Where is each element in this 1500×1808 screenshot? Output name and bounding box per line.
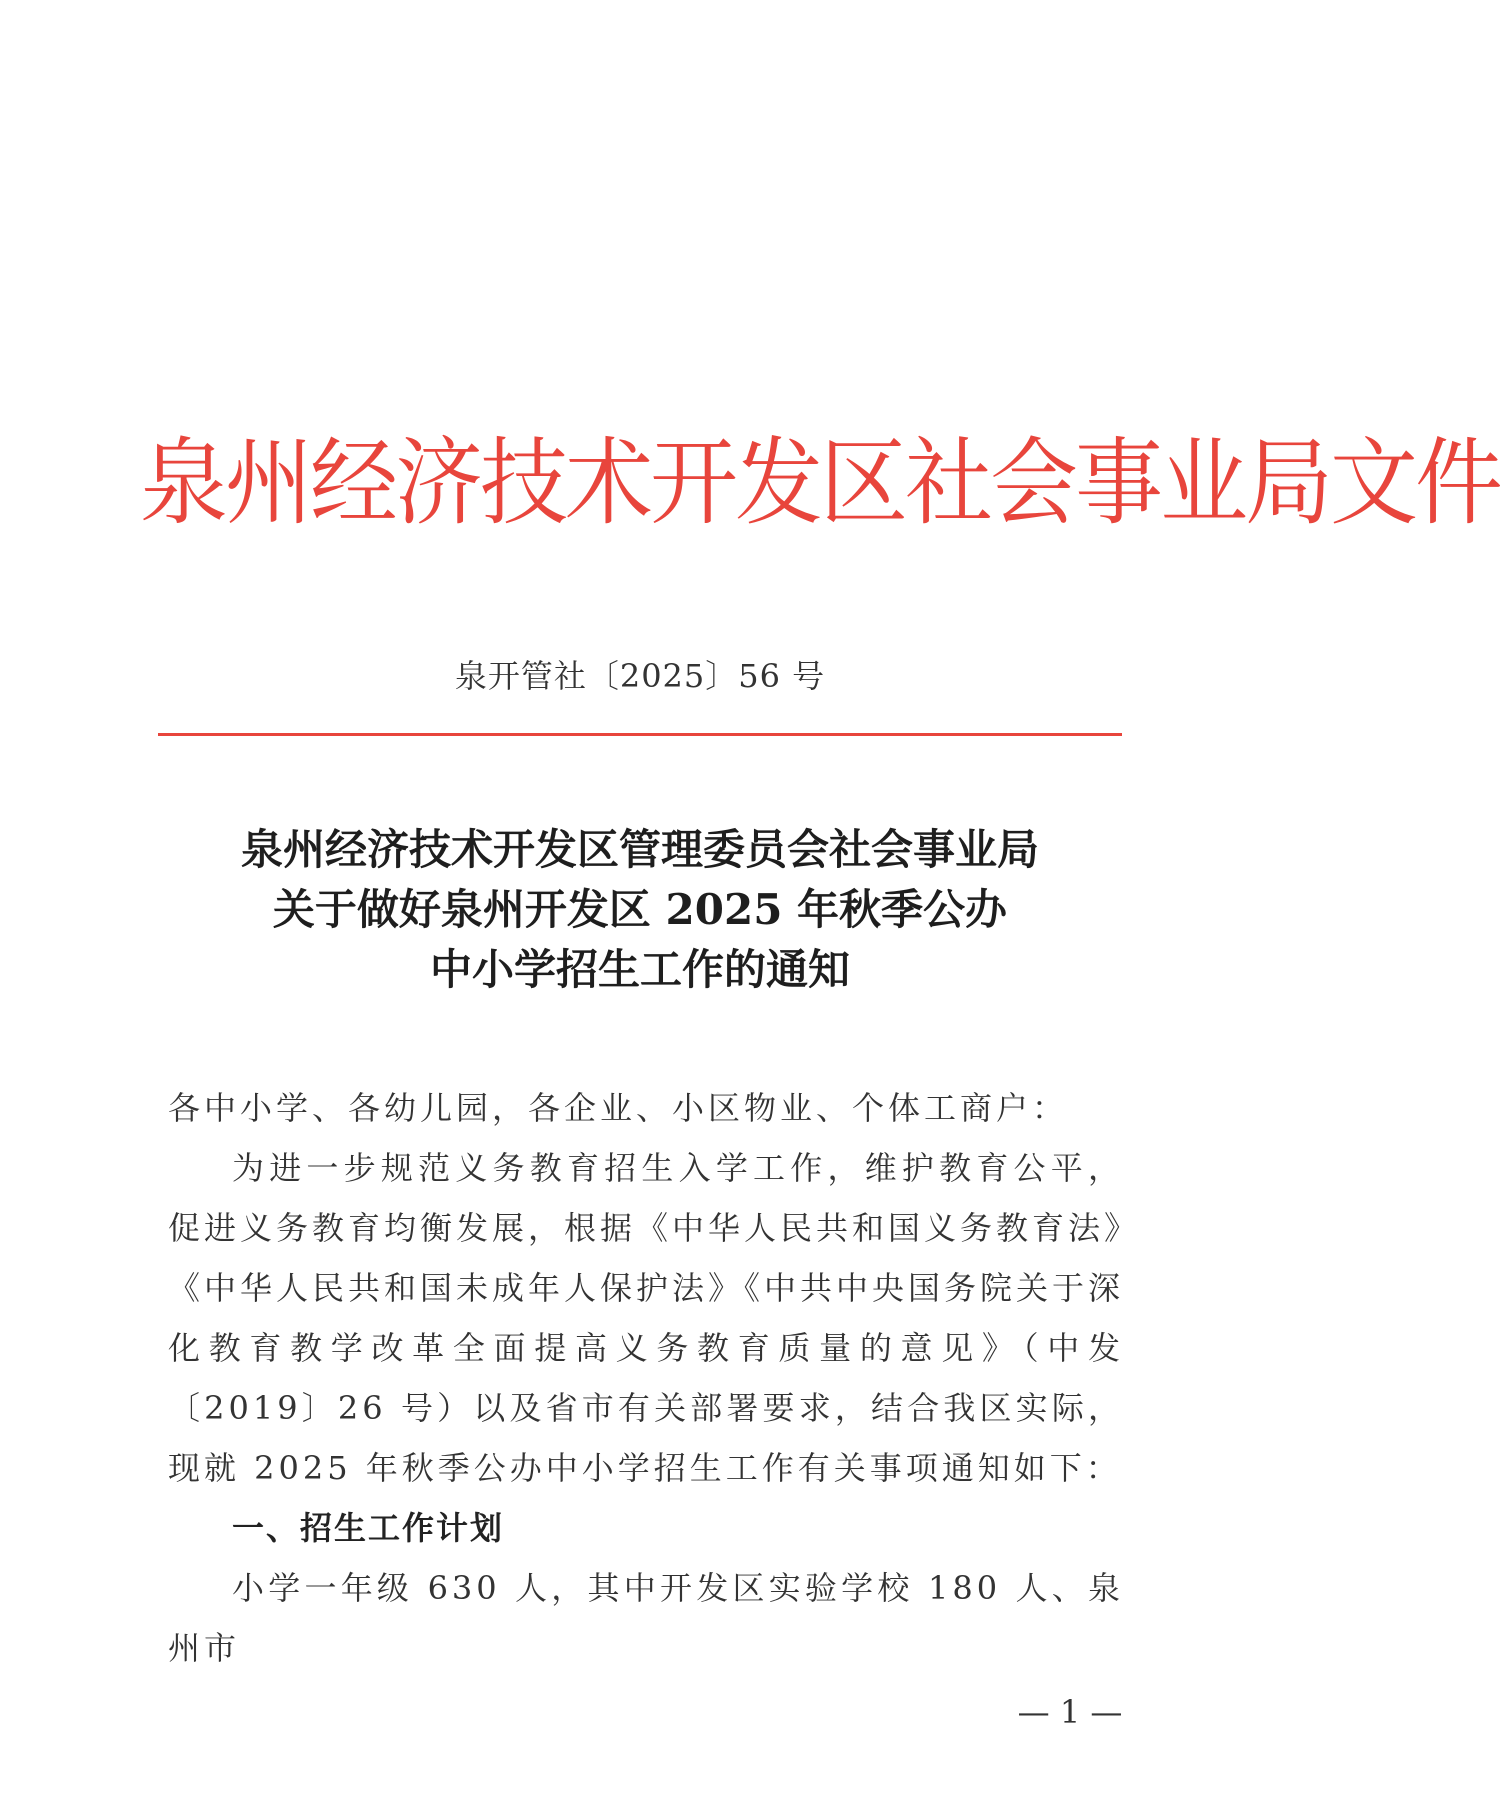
section-heading-enrollment-plan: 一、招生工作计划 [232,1509,505,1547]
salutation: 各中小学、各幼儿园，各企业、小区物业、个体工商户： [168,1089,1069,1127]
intro-paragraph: 为进一步规范义务教育招生入学工作，维护教育公平，促进义务教育均衡发展，根据《中华人民共和国义务教育法》《中华人民共和国未成年人保护法》《中共中央国务院关于深化教育教学改革全面提高义务教育质量的意见》（中发〔2019〕26 号）以及省市有关部署要求，结合我区实际，现就 2025 年秋季公办中小学招生工作有关事项通知如下： [168,1149,1125,1487]
page-number: — 1 — [1017,1693,1123,1731]
document-body [168,1078,1124,1678]
document-title [120,820,1160,1000]
red-divider-line [158,733,1122,736]
enrollment-plan-paragraph: 小学一年级 630 人，其中开发区实验学校 180 人、泉州市 [168,1569,1124,1667]
document-number: 泉开管社〔2025〕56 号 [454,657,826,695]
title-line-2: 关于做好泉州开发区 2025 年秋季公办 [272,885,1008,934]
title-line-3: 中小学招生工作的通知 [429,945,850,994]
issuer-red-header: 泉州经济技术开发区社会事业局文件 [140,426,1500,539]
title-line-1: 泉州经济技术开发区管理委员会社会事业局 [240,825,1039,874]
